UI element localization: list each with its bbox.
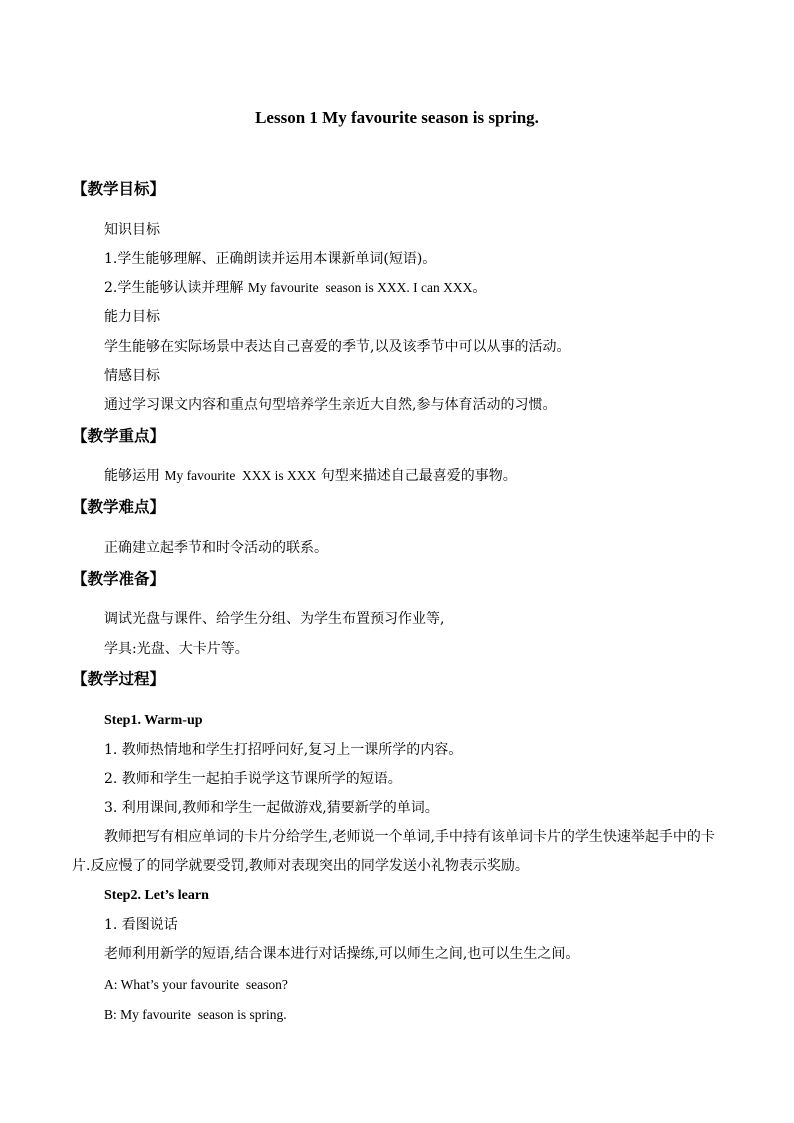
step1-item-1: 1. 教师热情地和学生打招呼问好,复习上一课所学的内容。 xyxy=(104,742,463,758)
section-heading-preparation: 【教学准备】 xyxy=(72,570,166,588)
knowledge-goal-label: 知识目标 xyxy=(104,222,160,238)
step2-title: Step2. Let’s learn xyxy=(104,888,209,903)
page-title: Lesson 1 My favourite season is spring. xyxy=(255,108,539,127)
knowledge-goal-item-2-prefix: 2.学生能够认读并理解 xyxy=(104,280,244,296)
section-heading-key-points: 【教学重点】 xyxy=(72,427,166,445)
knowledge-goal-item-1: 1.学生能够理解、正确朗读并运用本课新单词(短语)。 xyxy=(104,251,437,267)
preparation-line-1: 调试光盘与课件、给学生分组、为学生布置预习作业等, xyxy=(104,611,445,627)
key-points-prefix: 能够运用 xyxy=(104,468,160,484)
section-heading-process: 【教学过程】 xyxy=(72,670,166,688)
difficulties-text: 正确建立起季节和时令活动的联系。 xyxy=(104,540,328,556)
ability-goal-label: 能力目标 xyxy=(104,309,160,325)
dialog-line-a: A: What’s your favourite season? xyxy=(104,977,288,992)
preparation-line-2: 学具:光盘、大卡片等。 xyxy=(104,641,249,657)
ability-goal-text: 学生能够在实际场景中表达自己喜爱的季节,以及该季节中可以从事的活动。 xyxy=(104,339,571,355)
key-points-suffix: 句型来描述自己最喜爱的事物。 xyxy=(320,468,517,484)
key-points-sentence: My favourite XXX is XXX xyxy=(164,468,317,483)
emotion-goal-label: 情感目标 xyxy=(104,368,160,384)
step1-title: Step1. Warm-up xyxy=(104,713,203,728)
knowledge-goal-item-2-suffix: 。 xyxy=(472,280,487,296)
knowledge-goal-item-2 xyxy=(104,278,486,298)
emotion-goal-text: 通过学习课文内容和重点句型培养学生亲近大自然,参与体育活动的习惯。 xyxy=(104,397,557,413)
step1-item-2: 2. 教师和学生一起拍手说学这节课所学的短语。 xyxy=(104,771,402,787)
step1-paragraph: 教师把写有相应单词的卡片分给学生,老师说一个单词,手中持有该单词卡片的学生快速举起手中的卡片.反应慢了的同学就要受罚,教师对表现突出的同学发送小礼物表示奖励。 xyxy=(72,829,715,874)
section-heading-difficulties: 【教学难点】 xyxy=(72,498,166,516)
step1-item-3: 3. 利用课间,教师和学生一起做游戏,猜要新学的单词。 xyxy=(104,800,439,816)
knowledge-goal-item-2-sentence: My favourite season is XXX. I can XXX xyxy=(247,280,473,295)
dialog-line-b: B: My favourite season is spring. xyxy=(104,1007,287,1022)
step2-item-1: 1. 看图说话 xyxy=(104,917,178,933)
section-heading-goals: 【教学目标】 xyxy=(72,180,166,198)
key-points-text xyxy=(104,466,517,486)
step2-text: 老师利用新学的短语,结合课本进行对话操练,可以师生之间,也可以生生之间。 xyxy=(104,946,580,962)
